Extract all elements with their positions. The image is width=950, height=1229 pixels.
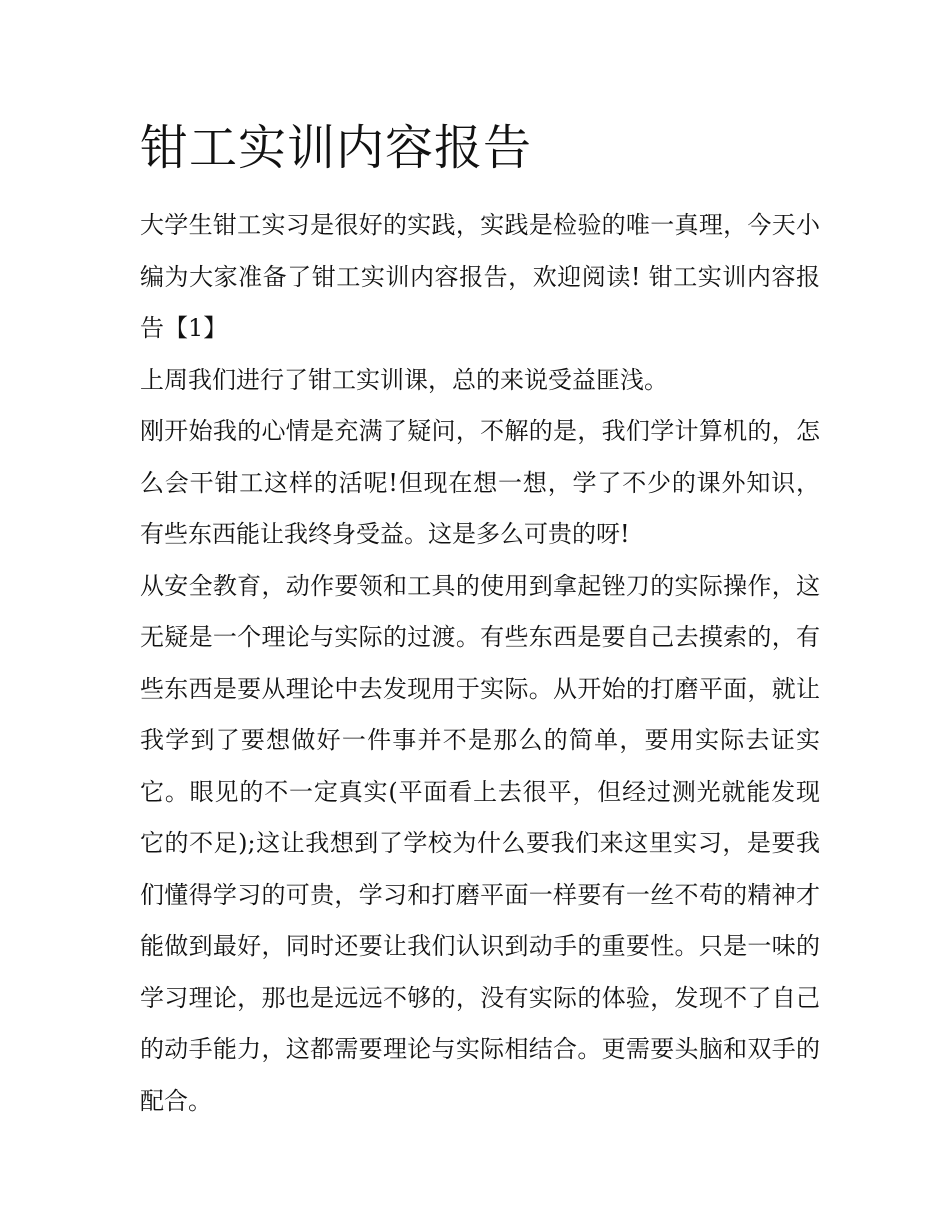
paragraph-2: 上周我们进行了钳工实训课，总的来说受益匪浅。 [140, 365, 668, 394]
paragraph-4: 从安全教育，动作要领和工具的使用到拿起锉刀的实际操作，这无疑是一个理论与实际的过渡。有些东西是要自己去摸索的，有些东西是要从理论中去发现用于实际。从开始的打磨平面，就让我学到了要想做好一件事并不是那么的简单，要用实际去证实它。眼见的不一定真实(平面看上去很平，但经过测光就能发现它的不足);这让我想到了学校为什么要我们来这里实习，是要我们懂得学习的可贵，学习和打磨平面一样要有一丝不苟的精神才能做到最好，同时还要让我们认识到动手的重要性。只是一味的学习理论，那也是远远不够的，没有实际的体验，发现不了自己的动手能力，这都需要理论与实际相结合。更需要头脑和双手的配合。 [140, 571, 820, 1115]
paragraph-intro: 大学生钳工实习是很好的实践，实践是检验的唯一真理，今天小编为大家准备了钳工实训内容报告，欢迎阅读! 钳工实训内容报告【1】 [140, 211, 820, 342]
document-page [140, 112, 820, 1127]
document-title: 钳工实训内容报告 [140, 120, 533, 176]
paragraph-3: 刚开始我的心情是充满了疑问，不解的是，我们学计算机的，怎么会干钳工这样的活呢!但现在想一想，学了不少的课外知识，有些东西能让我终身受益。这是多么可贵的呀! [140, 417, 820, 548]
document-body [140, 200, 820, 1127]
